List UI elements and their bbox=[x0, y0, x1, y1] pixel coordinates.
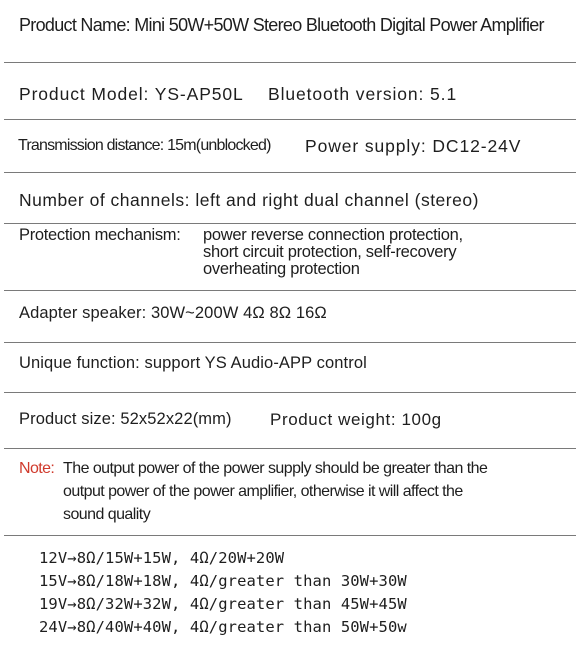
divider bbox=[4, 448, 576, 449]
divider bbox=[4, 290, 576, 291]
divider bbox=[4, 342, 576, 343]
product-model: Product Model: YS-AP50L bbox=[19, 84, 244, 104]
divider bbox=[4, 119, 576, 120]
protection-line: overheating protection bbox=[203, 260, 360, 278]
product-weight: Product weight: 100g bbox=[270, 410, 442, 429]
divider bbox=[4, 392, 576, 393]
divider bbox=[4, 172, 576, 173]
product-size: Product size: 52x52x22(mm) bbox=[19, 410, 232, 428]
divider bbox=[4, 535, 576, 536]
power-spec-24v: 24V→8Ω/40W+40W, 4Ω/greater than 50W+50w bbox=[39, 618, 407, 636]
divider bbox=[4, 223, 576, 224]
power-spec-12v: 12V→8Ω/15W+15W, 4Ω/20W+20W bbox=[39, 549, 285, 567]
note-line: output power of the power amplifier, otherwise it will affect the bbox=[63, 483, 463, 500]
protection-label: Protection mechanism: bbox=[19, 226, 181, 244]
power-supply: Power supply: DC12-24V bbox=[305, 136, 522, 156]
number-of-channels: Number of channels: left and right dual channel (stereo) bbox=[19, 190, 479, 210]
note-label: Note: bbox=[19, 460, 55, 477]
product-name: Product Name: Mini 50W+50W Stereo Bluetooth Digital Power Amplifier bbox=[19, 15, 544, 35]
protection-line: power reverse connection protection, bbox=[203, 226, 463, 244]
note-line: sound quality bbox=[63, 506, 151, 523]
adapter-speaker: Adapter speaker: 30W~200W 4Ω 8Ω 16Ω bbox=[19, 304, 327, 322]
power-spec-19v: 19V→8Ω/32W+32W, 4Ω/greater than 45W+45W bbox=[39, 595, 407, 613]
divider bbox=[4, 62, 576, 63]
transmission-distance: Transmission distance: 15m(unblocked) bbox=[18, 137, 271, 154]
unique-function: Unique function: support YS Audio-APP control bbox=[19, 354, 367, 372]
protection-line: short circuit protection, self-recovery bbox=[203, 243, 457, 261]
note-line: The output power of the power supply should be greater than the bbox=[63, 460, 488, 477]
bluetooth-version: Bluetooth version: 5.1 bbox=[268, 84, 458, 104]
power-spec-15v: 15V→8Ω/18W+18W, 4Ω/greater than 30W+30W bbox=[39, 572, 407, 590]
